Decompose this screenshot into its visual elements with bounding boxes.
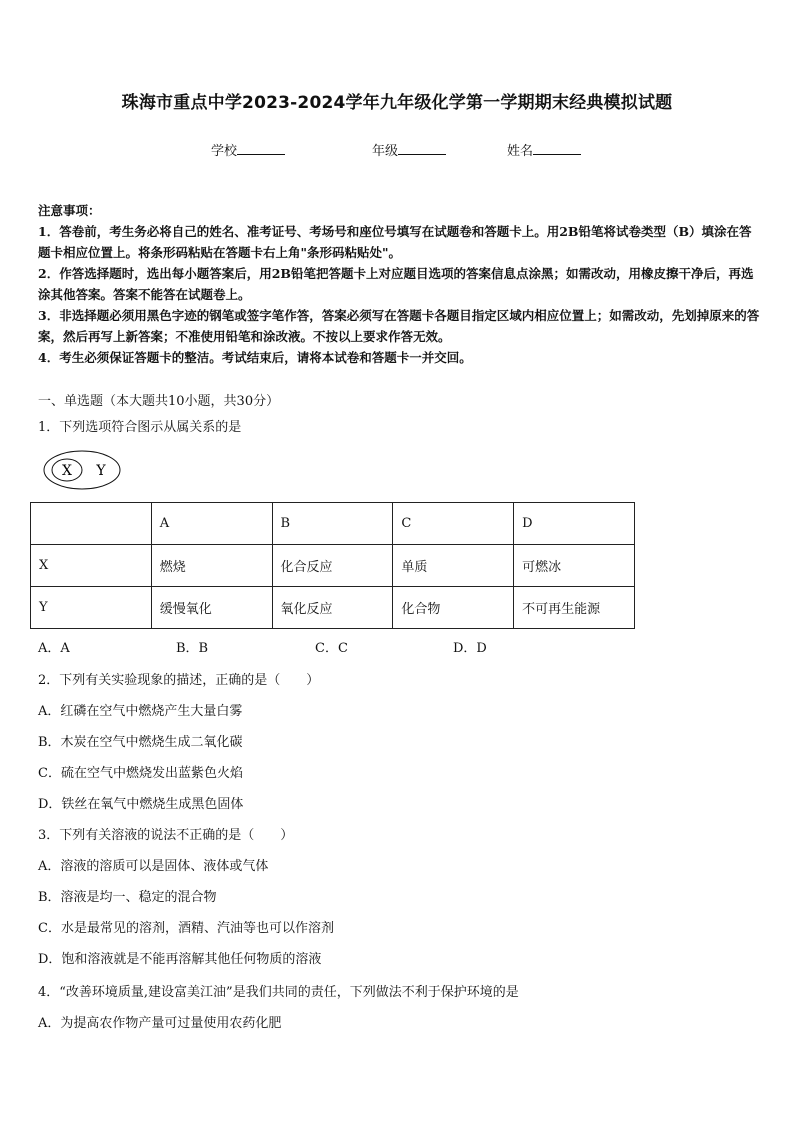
table-row [31, 587, 635, 629]
table-cell: 单质 [393, 545, 514, 587]
school-blank [237, 141, 285, 155]
notice-block [38, 200, 760, 368]
name-field [507, 140, 581, 159]
table-cell: 不可再生能源 [514, 587, 635, 629]
notice-item-4: 4．考生必须保证答题卡的整洁。考试结束后，请将本试卷和答题卡一并交回。 [38, 350, 472, 365]
q3-option-a[interactable]: A．溶液的溶质可以是固体、液体或气体 [38, 859, 269, 874]
q1-option-b[interactable]: B．B [176, 641, 209, 656]
table-cell: Y [31, 587, 152, 629]
table-cell: 化合反应 [272, 545, 393, 587]
notice-item-3: 3．非选择题必须用黑色字迹的钢笔或签字笔作答，答案必须写在答题卡各题目指定区域内相应位置上；如需改动，先划掉原来的答案，然后再写上新答案；不准使用铅笔和涂改液。不按以上要求作答无效。 [38, 308, 760, 344]
q3-stem: 3．下列有关溶液的说法不正确的是（ ） [38, 828, 294, 843]
q3-option-d[interactable]: D．饱和溶液就是不能再溶解其他任何物质的溶液 [38, 952, 322, 967]
q1-stem: 1．下列选项符合图示从属关系的是 [38, 420, 242, 435]
q2-option-b[interactable]: B．木炭在空气中燃烧生成二氧化碳 [38, 735, 243, 750]
grade-label: 年级 [372, 144, 399, 159]
page-title: 珠海市重点中学2023-2024学年九年级化学第一学期期末经典模拟试题 [121, 93, 673, 113]
notice-item-1: 1．答卷前，考生务必将自己的姓名、准考证号、考场号和座位号填写在试题卷和答题卡上。用2B铅笔将试卷类型（B）填涂在答题卡相应位置上。将条形码粘贴在答题卡右上角"条形码粘贴处"。 [38, 224, 752, 260]
q1-table [30, 502, 635, 629]
school-field [211, 140, 285, 159]
q2-stem: 2．下列有关实验现象的描述，正确的是（ ） [38, 673, 320, 688]
q4-option-a[interactable]: A．为提高农作物产量可过量使用农药化肥 [38, 1016, 282, 1031]
table-cell: B [272, 503, 393, 545]
table-row [31, 545, 635, 587]
grade-blank [398, 141, 446, 155]
section-heading: 一、单选题（本大题共10小题，共30分） [38, 394, 280, 409]
table-cell [31, 503, 152, 545]
table-cell: 氧化反应 [272, 587, 393, 629]
q1-option-c[interactable]: C．C [315, 641, 348, 656]
q4-stem: 4．“改善环境质量,建设富美江油”是我们共同的责任，下列做法不利于保护环境的是 [38, 985, 519, 1000]
q3-option-b[interactable]: B．溶液是均一、稳定的混合物 [38, 890, 217, 905]
table-cell: A [151, 503, 272, 545]
table-header-row [31, 503, 635, 545]
venn-inner-label: X [62, 463, 72, 479]
q3-option-c[interactable]: C．水是最常见的溶剂，酒精、汽油等也可以作溶剂 [38, 921, 334, 936]
q2-option-a[interactable]: A．红磷在空气中燃烧产生大量白雾 [38, 704, 243, 719]
q2-option-c[interactable]: C．硫在空气中燃烧发出蓝紫色火焰 [38, 766, 243, 781]
q2-option-d[interactable]: D．铁丝在氧气中燃烧生成黑色固体 [38, 797, 244, 812]
table-cell: X [31, 545, 152, 587]
name-label: 姓名 [507, 144, 534, 159]
table-cell: 化合物 [393, 587, 514, 629]
notice-item-2: 2．作答选择题时，选出每小题答案后，用2B铅笔把答题卡上对应题目选项的答案信息点涂黑；如需改动，用橡皮擦干净后，再选涂其他答案。答案不能答在试题卷上。 [38, 266, 754, 302]
venn-diagram [42, 449, 126, 491]
venn-outer-label: Y [96, 463, 106, 479]
table-cell: D [514, 503, 635, 545]
q1-option-a[interactable]: A．A [38, 641, 70, 656]
grade-field [372, 140, 446, 159]
table-cell: 可燃冰 [514, 545, 635, 587]
q1-options [38, 637, 738, 655]
table-cell: 缓慢氧化 [151, 587, 272, 629]
q1-option-d[interactable]: D．D [453, 641, 487, 656]
name-blank [533, 141, 581, 155]
table-cell: 燃烧 [151, 545, 272, 587]
notice-heading: 注意事项： [38, 203, 101, 218]
table-cell: C [393, 503, 514, 545]
school-label: 学校 [211, 144, 238, 159]
